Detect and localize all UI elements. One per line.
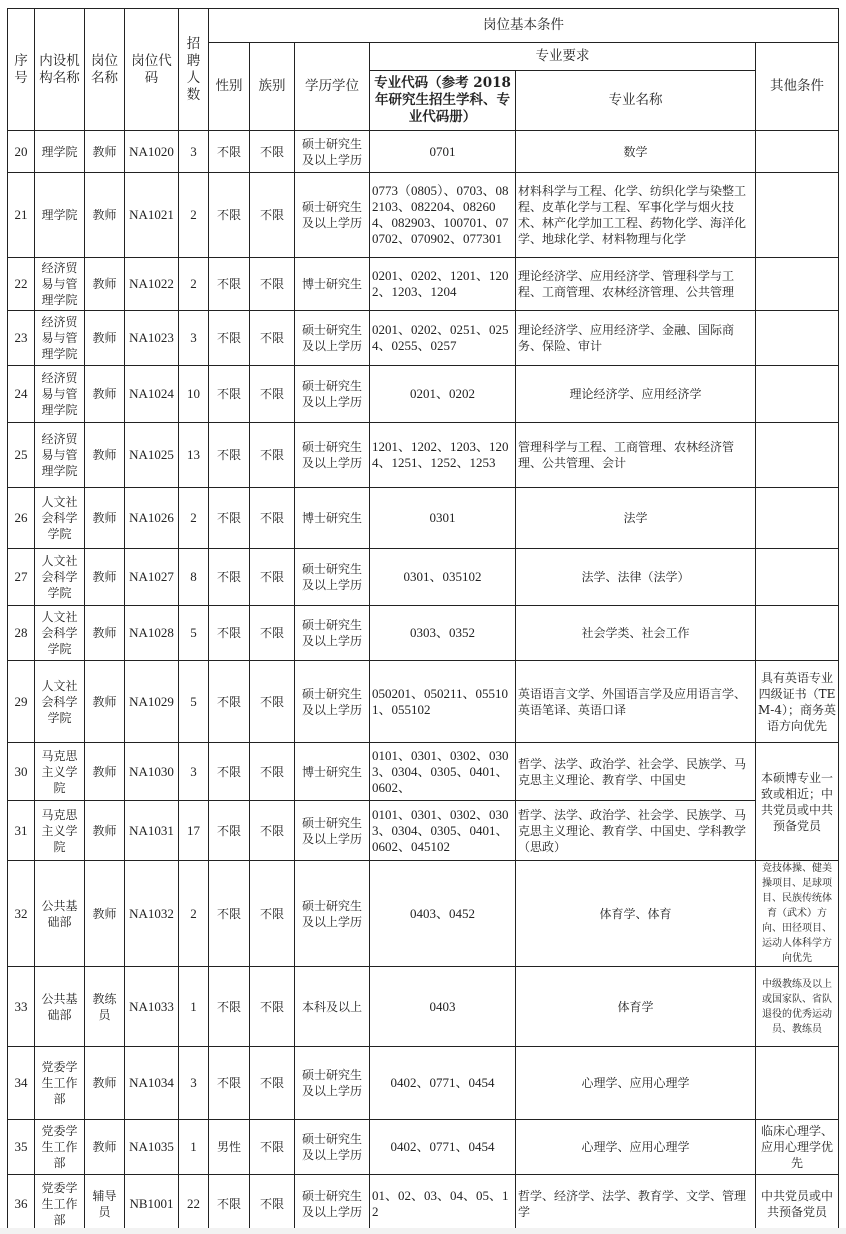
row-seq: 29 [8,661,35,743]
row-count: 1 [179,1120,209,1175]
row-dept: 人文社会科学学院 [35,606,85,661]
row-gender: 不限 [209,1175,250,1233]
row-ethnicity: 不限 [250,606,295,661]
row-code: NA1032 [125,861,179,967]
row-code: NB1001 [125,1175,179,1233]
row-education: 硕士研究生及以上学历 [295,1120,370,1175]
table-row [8,1175,839,1233]
row-seq: 34 [8,1047,35,1120]
row-count: 13 [179,423,209,488]
table-row [8,258,839,311]
row-gender: 不限 [209,967,250,1047]
row-ethnicity: 不限 [250,549,295,606]
table-row [8,606,839,661]
row-count: 3 [179,1047,209,1120]
row-education: 本科及以上 [295,967,370,1047]
row-post: 教师 [85,743,125,801]
header-gender: 性别 [209,43,250,131]
row-ethnicity: 不限 [250,366,295,423]
row-major-code: 1201、1202、1203、1204、1251、1252、1253 [370,423,516,488]
row-post: 教师 [85,801,125,861]
row-gender: 男性 [209,1120,250,1175]
row-major-name: 社会学类、社会工作 [516,606,756,661]
header-major-name: 专业名称 [516,71,756,131]
header-dept: 内设机构名称 [35,9,85,131]
row-major-code: 0301 [370,488,516,549]
row-major-name: 体育学 [516,967,756,1047]
row-major-name: 哲学、经济学、法学、教育学、文学、管理学 [516,1175,756,1233]
header-ethnicity: 族别 [250,43,295,131]
row-other: 中共党员或中共预备党员 [756,1175,839,1233]
row-dept: 马克思主义学院 [35,743,85,801]
row-code: NA1025 [125,423,179,488]
row-major-code: 0301、035102 [370,549,516,606]
row-dept: 经济贸易与管理学院 [35,311,85,366]
table-row [8,173,839,258]
row-dept: 经济贸易与管理学院 [35,258,85,311]
row-education: 硕士研究生及以上学历 [295,1175,370,1233]
row-gender: 不限 [209,311,250,366]
row-seq: 20 [8,131,35,173]
row-major-name: 法学 [516,488,756,549]
row-ethnicity: 不限 [250,743,295,801]
row-dept: 经济贸易与管理学院 [35,366,85,423]
row-other [756,549,839,606]
header-basic-conditions: 岗位基本条件 [209,9,839,43]
row-education: 博士研究生 [295,743,370,801]
row-post: 教师 [85,488,125,549]
row-seq: 24 [8,366,35,423]
row-ethnicity: 不限 [250,661,295,743]
page-bottom-strip [0,1228,846,1234]
row-ethnicity: 不限 [250,1047,295,1120]
row-gender: 不限 [209,488,250,549]
row-major-name: 法学、法律（法学） [516,549,756,606]
row-education: 硕士研究生及以上学历 [295,423,370,488]
row-major-name: 心理学、应用心理学 [516,1047,756,1120]
row-code: NA1033 [125,967,179,1047]
row-education: 硕士研究生及以上学历 [295,801,370,861]
row-post: 教师 [85,311,125,366]
row-other [756,488,839,549]
row-post: 教师 [85,423,125,488]
row-education: 硕士研究生及以上学历 [295,311,370,366]
row-count: 2 [179,173,209,258]
row-code: NA1020 [125,131,179,173]
header-education: 学历学位 [295,43,370,131]
row-other: 具有英语专业四级证书（TEM-4）；商务英语方向优先 [756,661,839,743]
row-post: 教师 [85,661,125,743]
row-major-name: 理论经济学、应用经济学、金融、国际商务、保险、审计 [516,311,756,366]
row-major-code: 0201、0202、1201、1202、1203、1204 [370,258,516,311]
row-post: 教师 [85,366,125,423]
row-gender: 不限 [209,131,250,173]
row-post: 教师 [85,173,125,258]
row-dept: 党委学生工作部 [35,1047,85,1120]
row-code: NA1021 [125,173,179,258]
row-count: 3 [179,131,209,173]
row-code: NA1026 [125,488,179,549]
row-education: 博士研究生 [295,258,370,311]
row-major-name: 数学 [516,131,756,173]
row-dept: 马克思主义学院 [35,801,85,861]
row-count: 8 [179,549,209,606]
row-count: 17 [179,801,209,861]
row-major-name: 哲学、法学、政治学、社会学、民族学、马克思主义理论、教育学、中国史、学科教学（思政） [516,801,756,861]
row-ethnicity: 不限 [250,258,295,311]
row-gender: 不限 [209,661,250,743]
row-post: 辅导员 [85,1175,125,1233]
table-row [8,311,839,366]
row-gender: 不限 [209,173,250,258]
recruitment-table [7,8,839,1233]
row-count: 22 [179,1175,209,1233]
row-dept: 党委学生工作部 [35,1120,85,1175]
row-other [756,258,839,311]
row-dept: 经济贸易与管理学院 [35,423,85,488]
row-seq: 27 [8,549,35,606]
table-row [8,131,839,173]
table-row [8,1047,839,1120]
row-code: NA1030 [125,743,179,801]
row-education: 硕士研究生及以上学历 [295,661,370,743]
header-count: 招聘人数 [179,9,209,131]
row-gender: 不限 [209,861,250,967]
row-seq: 33 [8,967,35,1047]
row-gender: 不限 [209,1047,250,1120]
row-code: NA1027 [125,549,179,606]
table-row [8,661,839,743]
row-major-name: 理论经济学、应用经济学、管理科学与工程、工商管理、农林经济管理、公共管理 [516,258,756,311]
row-major-name: 理论经济学、应用经济学 [516,366,756,423]
row-seq: 28 [8,606,35,661]
row-major-code: 0201、0202 [370,366,516,423]
row-count: 3 [179,311,209,366]
row-dept: 公共基础部 [35,967,85,1047]
row-post: 教师 [85,1120,125,1175]
row-ethnicity: 不限 [250,311,295,366]
row-major-code: 0403 [370,967,516,1047]
row-post: 教师 [85,258,125,311]
row-seq: 22 [8,258,35,311]
row-ethnicity: 不限 [250,423,295,488]
row-gender: 不限 [209,549,250,606]
row-gender: 不限 [209,258,250,311]
row-major-code: 0701 [370,131,516,173]
row-code: NA1022 [125,258,179,311]
row-education: 硕士研究生及以上学历 [295,549,370,606]
row-other: 临床心理学、应用心理学优先 [756,1120,839,1175]
row-count: 5 [179,661,209,743]
row-major-code: 0402、0771、0454 [370,1047,516,1120]
row-ethnicity: 不限 [250,173,295,258]
row-ethnicity: 不限 [250,1175,295,1233]
header-other: 其他条件 [756,43,839,131]
header-post-name: 岗位名称 [85,9,125,131]
row-other [756,311,839,366]
row-education: 硕士研究生及以上学历 [295,131,370,173]
row-count: 3 [179,743,209,801]
table-row [8,488,839,549]
row-gender: 不限 [209,801,250,861]
row-seq: 35 [8,1120,35,1175]
row-seq: 36 [8,1175,35,1233]
row-dept: 人文社会科学学院 [35,661,85,743]
row-post: 教师 [85,131,125,173]
row-gender: 不限 [209,606,250,661]
row-other [756,131,839,173]
row-post: 教师 [85,549,125,606]
row-count: 5 [179,606,209,661]
row-post: 教练员 [85,967,125,1047]
row-ethnicity: 不限 [250,967,295,1047]
row-other [756,366,839,423]
row-other [756,1047,839,1120]
row-count: 2 [179,258,209,311]
table-row [8,967,839,1047]
row-gender: 不限 [209,743,250,801]
row-education: 博士研究生 [295,488,370,549]
row-major-name: 英语语言文学、外国语言学及应用语言学、英语笔译、英语口译 [516,661,756,743]
row-education: 硕士研究生及以上学历 [295,1047,370,1120]
row-gender: 不限 [209,366,250,423]
row-major-name: 体育学、体育 [516,861,756,967]
row-code: NA1023 [125,311,179,366]
row-seq: 31 [8,801,35,861]
row-ethnicity: 不限 [250,801,295,861]
row-count: 2 [179,861,209,967]
row-post: 教师 [85,861,125,967]
row-major-code: 0773（0805）、0703、082103、082204、082604、082903、100701、070702、070902、077301 [370,173,516,258]
header-major-code: 专业代码（参考 2018年研究生招生学科、专业代码册） [370,71,516,131]
row-other [756,423,839,488]
row-other: 中级教练及以上或国家队、省队退役的优秀运动员、教练员 [756,967,839,1047]
row-code: NA1031 [125,801,179,861]
row-post: 教师 [85,606,125,661]
table-row [8,1120,839,1175]
row-code: NA1028 [125,606,179,661]
row-seq: 32 [8,861,35,967]
row-seq: 30 [8,743,35,801]
row-ethnicity: 不限 [250,861,295,967]
row-major-code: 01、02、03、04、05、12 [370,1175,516,1233]
row-major-code: 0403、0452 [370,861,516,967]
row-seq: 26 [8,488,35,549]
row-dept: 人文社会科学学院 [35,488,85,549]
table-row [8,366,839,423]
row-education: 硕士研究生及以上学历 [295,173,370,258]
row-major-name: 管理科学与工程、工商管理、农林经济管理、公共管理、会计 [516,423,756,488]
row-count: 10 [179,366,209,423]
row-dept: 公共基础部 [35,861,85,967]
row-major-name: 材料科学与工程、化学、纺织化学与染整工程、皮革化学与工程、军事化学与烟火技术、林产化学加工工程、药物化学、海洋化学、地球化学、材料物理与化学 [516,173,756,258]
row-other [756,606,839,661]
row-count: 1 [179,967,209,1047]
row-dept: 党委学生工作部 [35,1175,85,1233]
row-count: 2 [179,488,209,549]
row-education: 硕士研究生及以上学历 [295,366,370,423]
row-major-name: 哲学、法学、政治学、社会学、民族学、马克思主义理论、教育学、中国史 [516,743,756,801]
row-dept: 理学院 [35,131,85,173]
header-major-req: 专业要求 [370,43,756,71]
row-seq: 25 [8,423,35,488]
row-gender: 不限 [209,423,250,488]
table-row [8,423,839,488]
row-code: NA1024 [125,366,179,423]
row-education: 硕士研究生及以上学历 [295,861,370,967]
header-seq: 序号 [8,9,35,131]
row-seq: 21 [8,173,35,258]
row-ethnicity: 不限 [250,1120,295,1175]
row-seq: 23 [8,311,35,366]
row-dept: 理学院 [35,173,85,258]
row-ethnicity: 不限 [250,131,295,173]
row-other [756,173,839,258]
row-major-code: 0402、0771、0454 [370,1120,516,1175]
row-major-code: 0101、0301、0302、0303、0304、0305、0401、0602、 [370,743,516,801]
row-code: NA1035 [125,1120,179,1175]
row-education: 硕士研究生及以上学历 [295,606,370,661]
row-major-code: 050201、050211、055101、055102 [370,661,516,743]
table-row [8,861,839,967]
header-post-code: 岗位代码 [125,9,179,131]
table-row [8,743,839,801]
row-ethnicity: 不限 [250,488,295,549]
row-dept: 人文社会科学学院 [35,549,85,606]
row-major-code: 0101、0301、0302、0303、0304、0305、0401、0602、045102 [370,801,516,861]
row-code: NA1034 [125,1047,179,1120]
row-post: 教师 [85,1047,125,1120]
row-code: NA1029 [125,661,179,743]
row-major-code: 0201、0202、0251、0254、0255、0257 [370,311,516,366]
table-row [8,549,839,606]
row-other: 本硕博专业一致或相近；中共党员或中共预备党员 [756,743,839,861]
row-major-code: 0303、0352 [370,606,516,661]
row-major-name: 心理学、应用心理学 [516,1120,756,1175]
table-row [8,801,839,861]
row-other: 竞技体操、健美操项目、足球项目、民族传统体育（武术）方向、田径项目、运动人体科学方向优先 [756,861,839,967]
